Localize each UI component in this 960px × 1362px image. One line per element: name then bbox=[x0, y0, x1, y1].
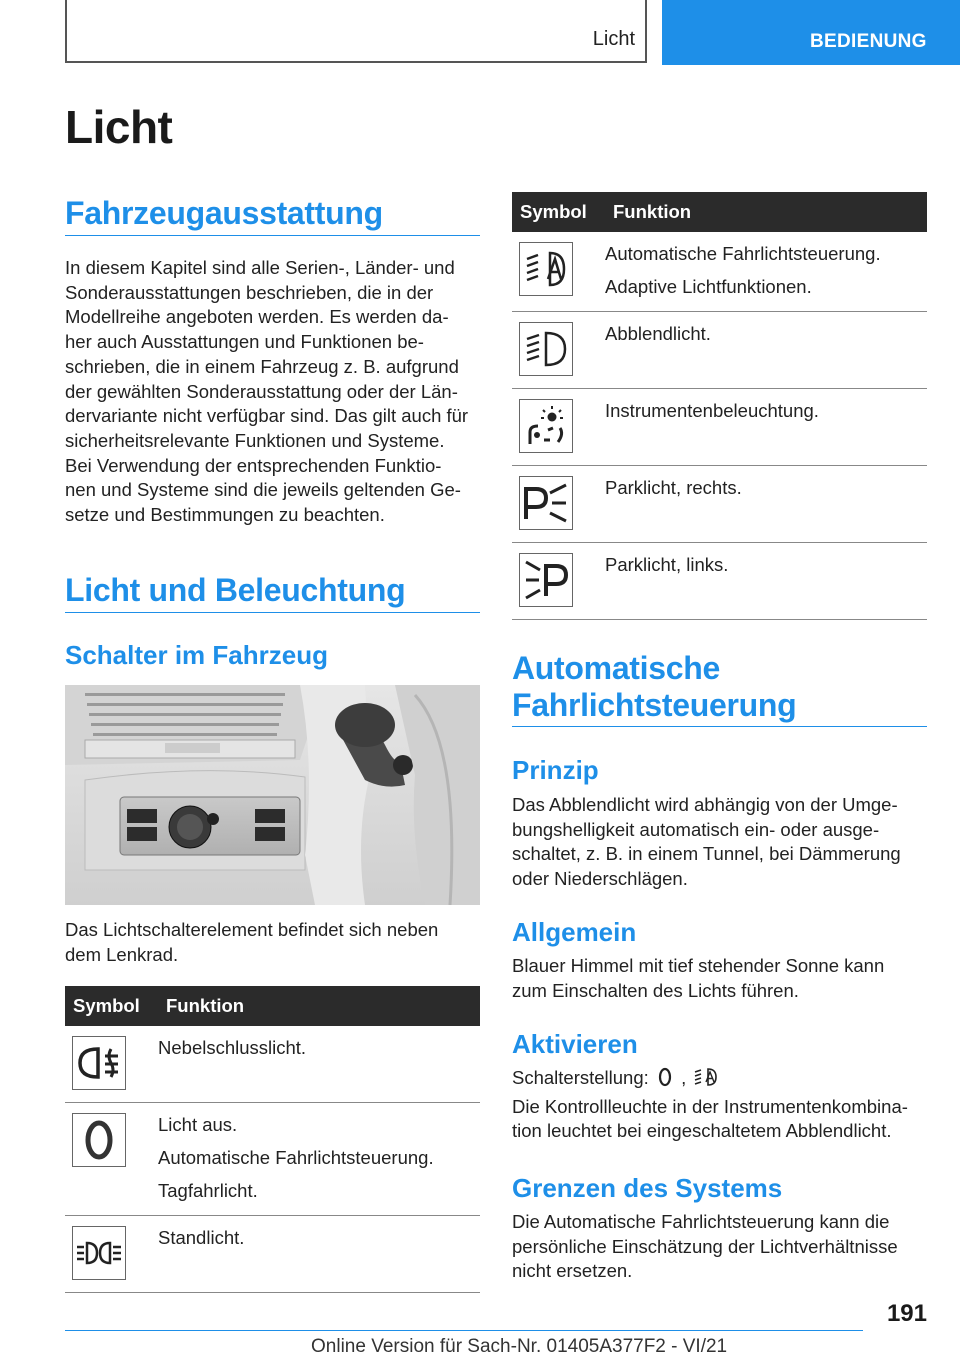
footer-divider bbox=[65, 1330, 863, 1331]
column-header-function: Funktion bbox=[158, 986, 480, 1026]
heading-switch-in-vehicle: Schalter im Fahrzeug bbox=[65, 640, 328, 670]
rear-fog-light-icon bbox=[72, 1036, 126, 1090]
lights-off-zero-icon bbox=[72, 1113, 126, 1167]
footer-version-text: Online Version für Sach-Nr. 01405A377F2 - VI/21 bbox=[311, 1336, 728, 1357]
heading-automatic-headlight-control: Automatische Fahrlichtsteuerung bbox=[512, 650, 927, 727]
heading-light-and-illumination: Licht und Beleuchtung bbox=[65, 572, 480, 613]
column-header-symbol: Symbol bbox=[512, 192, 605, 232]
column-header-function: Funktion bbox=[605, 192, 927, 232]
table-row: Automatische Fahrlichtsteuerung. Adaptive Lichtfunktionen. bbox=[512, 232, 927, 312]
principle-paragraph: Das Abblendlicht wird abhängig von der Umge- bungshelligkeit automatisch ein- oder ausge- schaltet, z. B. in einem Tunnel, bei Dämmerung oder Niederschlägen. bbox=[512, 794, 901, 890]
parking-light-right-icon bbox=[519, 476, 573, 530]
instrument-lighting-icon bbox=[519, 399, 573, 453]
heading-system-limits: Grenzen des Systems bbox=[512, 1173, 783, 1203]
activate-paragraph: Schalterstellung: , Die Kontrollleuchte in der Instrumentenkombina- tion leuchtet bei eingeschaltetem Abblendlicht. bbox=[512, 1066, 932, 1144]
heading-equipment: Fahrzeugausstattung bbox=[65, 195, 480, 236]
header-section-title: Licht bbox=[592, 28, 635, 50]
limits-paragraph: Die Automatische Fahrlichtsteuerung kann die persönliche Einschätzung der Lichtverhältnisse nicht ersetzen. bbox=[512, 1211, 898, 1282]
symbol-table-right bbox=[512, 192, 927, 620]
symbol-table-left bbox=[65, 986, 480, 1293]
low-beam-icon bbox=[519, 322, 573, 376]
table-row: Nebelschlusslicht. bbox=[65, 1026, 480, 1103]
side-lights-icon bbox=[72, 1226, 126, 1280]
parking-light-left-icon bbox=[519, 553, 573, 607]
light-switch-photo bbox=[65, 685, 480, 905]
table-row: Licht aus. Automatische Fahrlichtsteuerung. Tagfahrlicht. bbox=[65, 1103, 480, 1216]
page-title: Licht bbox=[65, 101, 173, 153]
table-row: Instrumentenbeleuchtung. bbox=[512, 389, 927, 466]
heading-general: Allgemein bbox=[512, 917, 637, 947]
heading-principle: Prinzip bbox=[512, 755, 599, 785]
switch-position-line: Schalterstellung: , bbox=[512, 1066, 932, 1095]
general-paragraph: Blauer Himmel mit tief stehender Sonne kann zum Einschalten des Lichts führen. bbox=[512, 955, 885, 1001]
equipment-paragraph: In diesem Kapitel sind alle Serien-, Länder- und Sonderausstattungen beschrieben, die in der Modellreihe angeboten werden. Es werden da- her auch Ausstattungen und Funktionen be- schrieben, die in einem Fahrzeug z. B. aufgrund der gewählten Sonderausstattung oder der Län- dervariante nicht verfügbar sind. Das gilt auch für sicherheitsrelevante Funktionen und Systeme. Bei Verwendung der entsprechenden Funktio- nen und Systeme sind die jeweils geltenden Ge- setze und Bestimmungen zu beachten. bbox=[65, 257, 469, 526]
table-row: Parklicht, rechts. bbox=[512, 466, 927, 543]
chapter-tab: BEDIENUNG bbox=[662, 0, 960, 65]
page-number: 191 bbox=[886, 1300, 927, 1327]
column-header-symbol: Symbol bbox=[65, 986, 158, 1026]
auto-headlight-icon bbox=[694, 1066, 718, 1095]
lights-off-zero-icon bbox=[657, 1066, 673, 1095]
auto-headlight-icon bbox=[519, 242, 573, 296]
table-row: Abblendlicht. bbox=[512, 312, 927, 389]
table-row: Parklicht, links. bbox=[512, 543, 927, 620]
heading-activate: Aktivieren bbox=[512, 1029, 638, 1059]
table-row: Standlicht. bbox=[65, 1216, 480, 1293]
photo-caption: Das Lichtschalterelement befindet sich neben dem Lenkrad. bbox=[65, 919, 439, 965]
